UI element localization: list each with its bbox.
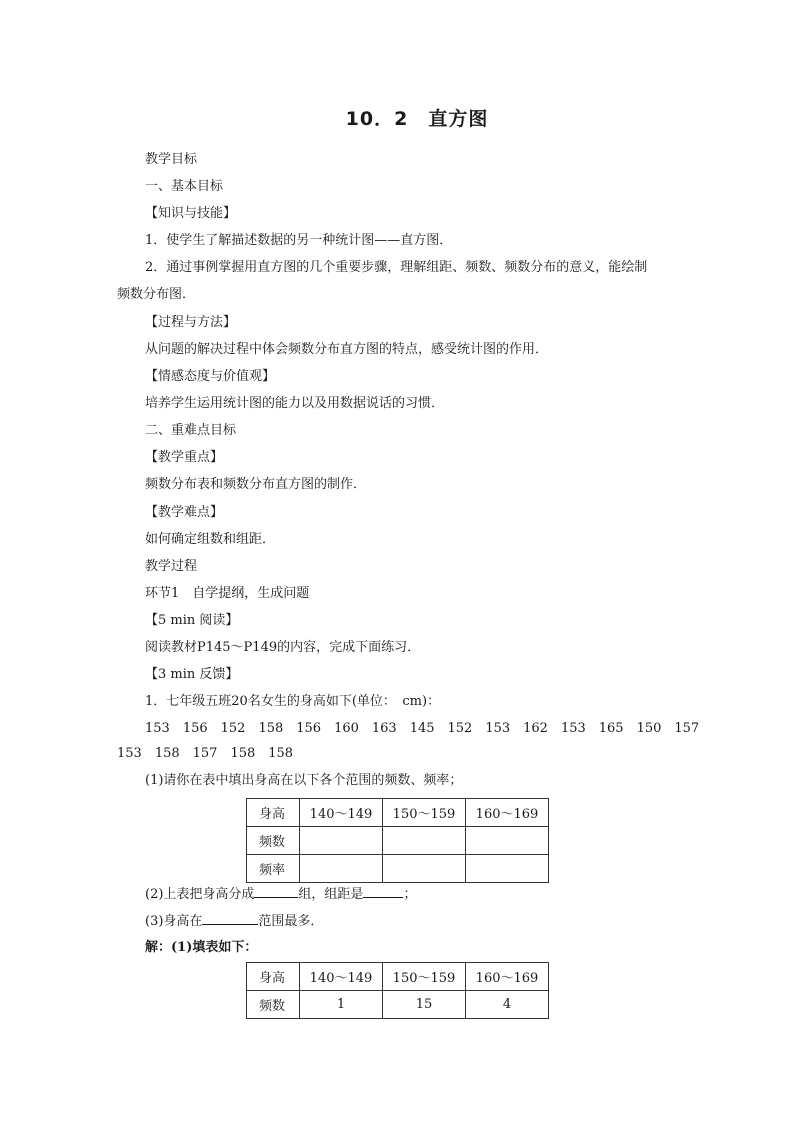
question-text: 组，组距是	[298, 887, 364, 902]
blank-frequency-table	[246, 798, 549, 883]
table-cell: 140～149	[300, 963, 383, 991]
filled-frequency-table	[246, 962, 549, 1019]
table-cell: 150～159	[383, 963, 466, 991]
text-line: 培养学生运用统计图的能力以及用数据说话的习惯．	[145, 396, 445, 411]
table-cell	[466, 827, 549, 855]
table-cell	[466, 855, 549, 883]
table-cell: 160～169	[466, 963, 549, 991]
table-cell	[300, 855, 383, 883]
table-cell: 160～169	[466, 799, 549, 827]
text-line: 如何确定组数和组距．	[145, 532, 276, 547]
table-cell: 频数	[247, 827, 300, 855]
answer-blank	[202, 912, 258, 925]
data-line: 153 156 152 158 156 160 163 145 152 153 162 153 165 150 157	[145, 721, 700, 736]
page-title: 10．2 直方图	[345, 108, 489, 130]
table-cell	[300, 827, 383, 855]
text-line: 2．通过事例掌握用直方图的几个重要步骤，理解组距、频数、频数分布的意义，能绘制	[145, 260, 648, 275]
table-row	[247, 963, 549, 991]
question-text: (2)上表把身高分成	[145, 887, 255, 902]
section-heading: 【3 min 反馈】	[145, 667, 239, 682]
table-cell: 140～149	[300, 799, 383, 827]
text-line: 环节1 自学提纲，生成问题	[145, 586, 310, 601]
section-heading: 【情感态度与价值观】	[145, 369, 276, 384]
section-heading: 【教学难点】	[145, 505, 224, 520]
text-line: 频数分布表和频数分布直方图的制作．	[145, 477, 367, 492]
text-line: 阅读教材P145～P149的内容，完成下面练习．	[145, 640, 421, 655]
text-line: 1．七年级五班20名女生的身高如下(单位： cm)：	[145, 694, 441, 709]
question-2	[145, 885, 416, 904]
question-3	[145, 912, 323, 931]
text-line: 频数分布图．	[117, 287, 196, 302]
section-heading: 【5 min 阅读】	[145, 613, 239, 628]
table-row	[247, 991, 549, 1019]
table-cell: 身高	[247, 799, 300, 827]
table-cell: 4	[466, 991, 549, 1019]
text-line: 1．使学生了解描述数据的另一种统计图——直方图．	[145, 233, 453, 248]
answer-blank	[363, 885, 403, 898]
table-row	[247, 855, 549, 883]
question-text: (3)身高在	[145, 914, 203, 929]
answer-blank	[254, 885, 298, 898]
section-heading: 【教学重点】	[145, 450, 224, 465]
text-line: 一、基本目标	[145, 179, 224, 194]
table-row	[247, 799, 549, 827]
text-line: (1)请你在表中填出身高在以下各个范围的频数、频率；	[145, 773, 463, 788]
table-cell	[383, 827, 466, 855]
table-cell: 150～159	[383, 799, 466, 827]
table-cell: 1	[300, 991, 383, 1019]
text-line: 从问题的解决过程中体会频数分布直方图的特点，感受统计图的作用．	[145, 342, 549, 357]
table-row	[247, 827, 549, 855]
text-line: 教学过程	[145, 559, 198, 574]
table-cell: 15	[383, 991, 466, 1019]
text-line: 二、重难点目标	[145, 423, 237, 438]
section-heading: 【过程与方法】	[145, 315, 237, 330]
table-cell: 频率	[247, 855, 300, 883]
question-text: 范围最多．	[258, 914, 324, 929]
data-line: 153 158 157 158 158	[117, 746, 294, 761]
table-cell	[383, 855, 466, 883]
text-line: 教学目标	[145, 152, 198, 167]
question-text: ；	[403, 887, 417, 902]
solution-line: 解：(1)填表如下：	[145, 940, 258, 955]
section-heading: 【知识与技能】	[145, 206, 237, 221]
table-cell: 频数	[247, 991, 300, 1019]
table-cell: 身高	[247, 963, 300, 991]
